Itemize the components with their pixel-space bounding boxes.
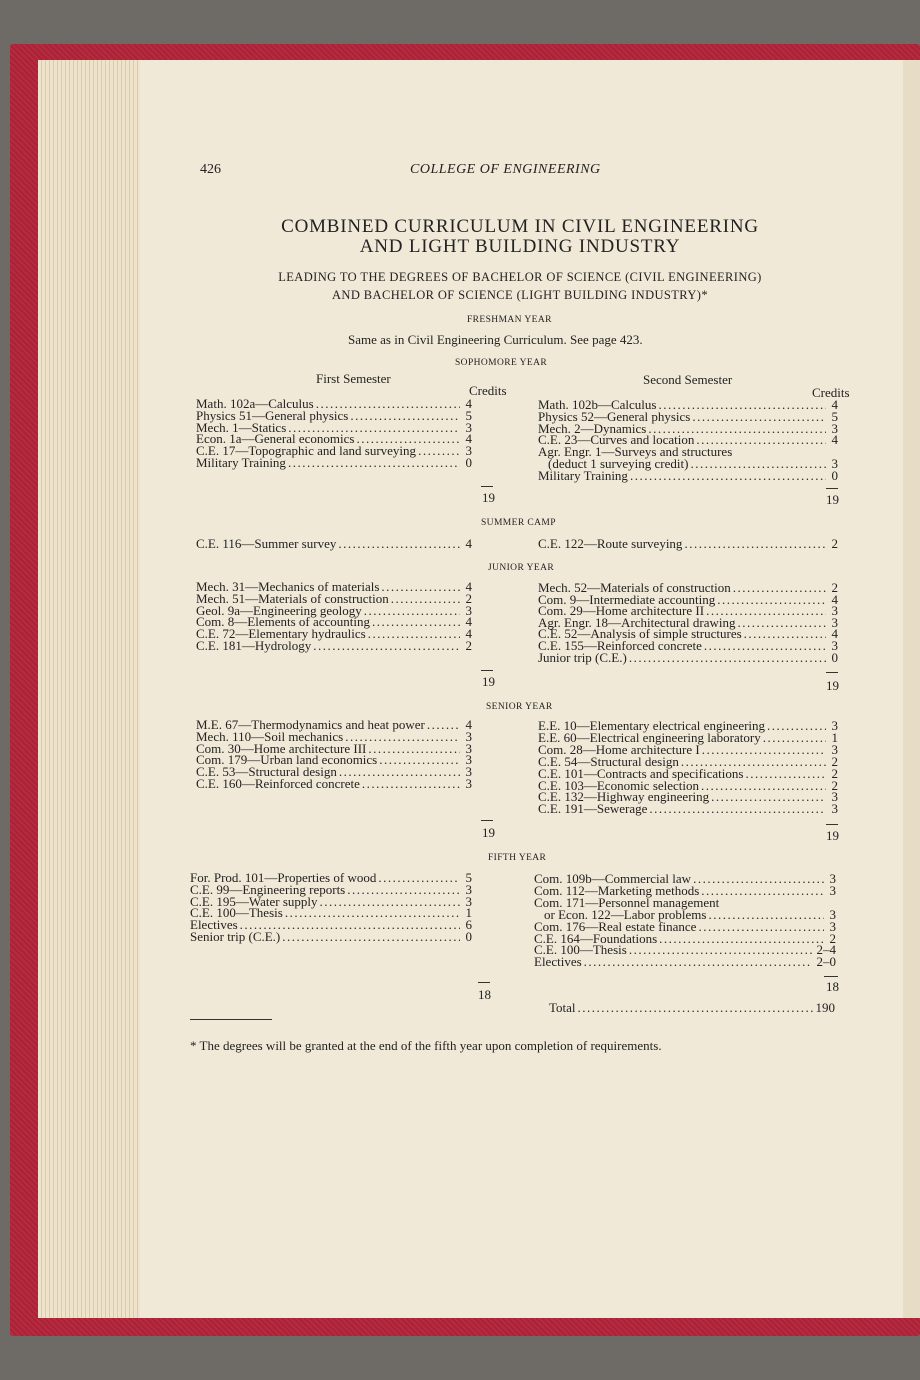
leader-dots [364, 605, 460, 617]
course-credits: 5 [831, 408, 838, 424]
course-name: E.E. 10—Elementary electrical engineering [538, 718, 766, 733]
course-name: C.E. 52—Analysis of simple structures [538, 626, 742, 642]
course-row [538, 467, 838, 483]
course-name: C.E. 72—Elementary hydraulics [196, 626, 366, 642]
course-credits: 0 [831, 649, 838, 665]
leader-dots [717, 594, 826, 606]
course-credits: 4 [831, 432, 838, 448]
course-name: Math. 102a—Calculus [196, 396, 314, 411]
course-credits: 5 [465, 870, 472, 885]
total-rule [481, 820, 493, 821]
course-credits: 2 [831, 580, 838, 595]
course-name: C.E. 53—Structural design [196, 764, 337, 780]
leader-dots [763, 732, 826, 744]
course-credits: 3 [829, 882, 836, 898]
leader-dots [418, 445, 460, 457]
course-name: C.E. 132—Highway engineering [538, 789, 710, 805]
course-credits: 2 [831, 536, 838, 551]
course-name: Econ. 1a—General economics [196, 431, 355, 447]
leader-dots [701, 885, 824, 897]
course-row [196, 778, 472, 790]
course-credits: 2 [829, 930, 836, 946]
leader-dots [737, 617, 826, 629]
sophomore-heading: SOPHOMORE YEAR [455, 358, 548, 368]
leader-dots [690, 458, 826, 470]
leader-dots [744, 628, 826, 640]
leader-dots [584, 956, 812, 968]
course-credits: 0 [465, 455, 472, 470]
course-credits: 3 [831, 789, 838, 805]
total-rule [826, 824, 838, 825]
course-row [538, 538, 838, 550]
course-name: C.E. 116—Summer survey [196, 536, 337, 551]
course-name: C.E. 160—Reinforced concrete [196, 776, 360, 791]
total-rule [826, 672, 838, 673]
course-name: or Econ. 122—Labor problems [544, 906, 707, 922]
leader-dots [338, 538, 460, 550]
course-name: C.E. 99—Engineering reports [190, 881, 346, 897]
course-credits: 1 [831, 729, 838, 745]
leader-dots [347, 884, 460, 896]
leader-dots [362, 778, 460, 790]
course-credits: 4 [465, 626, 472, 642]
footnote: * The degrees will be granted at the end of the fifth year upon completion of requirements. [190, 1038, 662, 1053]
leader-dots [391, 593, 460, 605]
course-credits: 4 [465, 579, 472, 594]
leader-dots [659, 933, 824, 945]
leader-dots [368, 628, 460, 640]
fifth-left-total: 18 [478, 987, 491, 1002]
course-credits: 6 [465, 917, 472, 933]
leader-dots [629, 944, 812, 956]
course-credits: 2 [831, 777, 838, 793]
fifth-heading: FIFTH YEAR [488, 853, 547, 863]
course-credits: 3 [465, 764, 472, 780]
course-credits: 4 [831, 397, 838, 412]
course-name: Com. 28—Home architecture I [538, 741, 700, 757]
leader-dots [379, 754, 460, 766]
course-name: Com. 29—Home architecture II [538, 603, 705, 619]
leader-dots [684, 538, 826, 550]
course-name: Com. 30—Home architecture III [196, 740, 367, 756]
summer-heading: SUMMER CAMP [481, 518, 556, 528]
course-name: C.E. 164—Foundations [534, 930, 658, 946]
course-credits: 0 [465, 929, 472, 944]
course-name: Mech. 51—Materials of construction [196, 590, 389, 606]
course-credits: 1 [465, 905, 472, 921]
course-credits: 3 [831, 603, 838, 619]
course-credits: 5 [465, 407, 472, 423]
subtitle-line1: LEADING TO THE DEGREES OF BACHELOR OF SCIENCE (CIVIL ENGINEERING) [278, 270, 762, 284]
course-row [534, 956, 836, 968]
course-name: C.E. 155—Reinforced concrete [538, 638, 702, 653]
course-row [538, 803, 838, 815]
course-name: Com. 109b—Commercial law [534, 871, 692, 886]
course-credits: 4 [465, 396, 472, 411]
course-name: Electives [190, 917, 238, 933]
freshman-heading: FRESHMAN YEAR [467, 315, 552, 325]
course-name: Physics 52—General physics [538, 408, 691, 424]
page-number: 426 [200, 162, 221, 177]
leader-dots [701, 780, 826, 792]
course-credits: 3 [829, 918, 836, 934]
junior-right-total: 19 [826, 678, 839, 693]
course-credits: 3 [829, 906, 836, 922]
course-credits: 2 [465, 638, 472, 653]
sophomore-right-total: 19 [826, 492, 839, 507]
leader-dots [320, 896, 461, 908]
leader-dots [378, 872, 460, 884]
leader-dots [285, 907, 460, 919]
running-title: COLLEGE OF ENGINEERING [410, 162, 601, 177]
course-name: C.E. 54—Structural design [538, 753, 679, 769]
course-name: Mech. 1—Statics [196, 419, 287, 435]
leader-dots [704, 640, 826, 652]
course-credits: 4 [465, 717, 472, 732]
course-credits: 2 [465, 590, 472, 606]
course-name: Com. 8—Elements of accounting [196, 614, 371, 630]
course-name: Electives [534, 954, 582, 970]
junior-left-total: 19 [482, 674, 495, 689]
course-credits: 4 [465, 536, 472, 551]
course-credits: 3 [831, 638, 838, 653]
course-credits: 3 [465, 443, 472, 459]
course-name: C.E. 100—Thesis [534, 942, 627, 958]
course-credits: 3 [465, 419, 472, 435]
leader-dots [629, 652, 826, 664]
course-name: E.E. 60—Electrical engineering laboratory [538, 729, 761, 745]
course-credits: 3 [465, 881, 472, 897]
leader-dots [702, 744, 826, 756]
total-rule [481, 670, 493, 671]
leader-dots [381, 581, 460, 593]
course-name: Com. 171—Personnel management [534, 894, 720, 910]
senior-heading: SENIOR YEAR [486, 702, 553, 712]
course-name: C.E. 191—Sewerage [538, 801, 648, 817]
course-name: C.E. 195—Water supply [190, 893, 318, 909]
course-name: Mech. 31—Mechanics of materials [196, 579, 380, 594]
freshman-note: Same as in Civil Engineering Curriculum. See page 423. [348, 332, 643, 347]
leader-dots [708, 909, 824, 921]
course-credits: 3 [465, 776, 472, 791]
course-name: Mech. 2—Dynamics [538, 420, 647, 436]
course-name: C.E. 23—Curves and location [538, 432, 695, 448]
course-credits: 3 [831, 741, 838, 757]
course-name: C.E. 101—Contracts and specifications [538, 765, 744, 781]
course-row [190, 931, 472, 943]
course-credits: 2 [831, 765, 838, 781]
leader-dots [368, 743, 460, 755]
leader-dots [698, 921, 824, 933]
course-credits: 3 [465, 752, 472, 768]
leader-dots [649, 803, 826, 815]
course-credits: 3 [465, 893, 472, 909]
course-credits: 4 [465, 614, 472, 630]
course-credits: 3 [831, 420, 838, 436]
course-row [196, 640, 472, 652]
leader-dots [372, 616, 460, 628]
course-credits: 3 [465, 728, 472, 744]
total-rule [824, 976, 838, 977]
course-name: Physics 51—General physics [196, 407, 349, 423]
leader-dots [282, 931, 460, 943]
page-title-line1: COMBINED CURRICULUM IN CIVIL ENGINEERING [281, 216, 759, 237]
senior-right-total: 19 [826, 828, 839, 843]
course-row [196, 457, 472, 469]
course-name: For. Prod. 101—Properties of wood [190, 870, 377, 885]
course-name: Math. 102b—Calculus [538, 397, 657, 412]
leader-dots [711, 791, 826, 803]
course-name: Com. 176—Real estate finance [534, 918, 697, 934]
course-name: Com. 179—Urban land economics [196, 752, 378, 768]
course-name: Junior trip (C.E.) [538, 649, 627, 665]
course-name: Mech. 110—Soil mechanics [196, 728, 344, 744]
senior-left-total: 19 [482, 825, 495, 840]
course-name: Com. 9—Intermediate accounting [538, 591, 716, 607]
junior-heading: JUNIOR YEAR [488, 563, 555, 573]
course-name: Agr. Engr. 18—Architectural drawing [538, 614, 736, 630]
course-credits: 3 [465, 602, 472, 618]
course-credits: 3 [465, 740, 472, 756]
credits-label-left: Credits [469, 383, 507, 398]
course-name: Com. 112—Marketing methods [534, 882, 700, 898]
leader-dots [733, 582, 826, 594]
course-name: Geol. 9a—Engineering geology [196, 602, 362, 618]
grand-total-value: 190 [815, 1000, 835, 1015]
course-credits: 2 [831, 753, 838, 769]
credits-label-right: Credits [812, 385, 850, 400]
course-credits: 0 [831, 467, 838, 483]
course-name: Senior trip (C.E.) [190, 929, 281, 944]
leader-dots [288, 457, 460, 469]
leader-dots [693, 873, 824, 885]
total-rule [481, 486, 493, 487]
footnote-rule [190, 1019, 272, 1020]
course-row [538, 649, 838, 665]
grand-total-label: Total [549, 1000, 576, 1015]
second-semester-label: Second Semester [643, 372, 733, 387]
course-credits: 3 [831, 456, 838, 471]
course-credits: 4 [831, 591, 838, 607]
leader-dots [427, 719, 460, 731]
course-name: C.E. 122—Route surveying [538, 536, 683, 551]
course-name: C.E. 103—Economic selection [538, 777, 700, 793]
course-name: Mech. 52—Materials of construction [538, 580, 731, 595]
first-semester-label: First Semester [316, 371, 391, 386]
course-credits: 3 [829, 871, 836, 886]
course-credits: 4 [465, 431, 472, 447]
leader-dots [350, 410, 460, 422]
leader-dots [630, 470, 826, 482]
page-title-line2: AND LIGHT BUILDING INDUSTRY [359, 236, 681, 257]
course-credits: 2–0 [816, 954, 836, 970]
leader-dots [692, 411, 826, 423]
total-rule [478, 982, 490, 983]
course-name: C.E. 100—Thesis [190, 905, 283, 921]
course-credits: 2–4 [816, 942, 836, 958]
fifth-right-total: 18 [826, 979, 839, 994]
subtitle-line2: AND BACHELOR OF SCIENCE (LIGHT BUILDING INDUSTRY)* [331, 288, 708, 302]
course-name: C.E. 181—Hydrology [196, 638, 312, 653]
leader-dots [578, 1002, 814, 1014]
course-credits: 3 [831, 718, 838, 733]
leader-dots [313, 640, 460, 652]
course-credits: 4 [831, 626, 838, 642]
course-name: M.E. 67—Thermodynamics and heat power [196, 717, 425, 732]
course-credits: 3 [831, 801, 838, 817]
course-credits: 3 [831, 614, 838, 630]
course-name: Military Training [538, 467, 628, 483]
course-name: Agr. Engr. 1—Surveys and structures [538, 444, 733, 460]
leader-dots [767, 720, 826, 732]
sophomore-left-total: 19 [482, 490, 495, 505]
course-name: C.E. 17—Topographic and land surveying [196, 443, 417, 459]
course-name: Military Training [196, 455, 286, 470]
grand-total-row [549, 1002, 835, 1014]
course-name: (deduct 1 surveying credit) [548, 456, 689, 471]
course-row [196, 538, 472, 550]
total-rule [826, 488, 838, 489]
leader-dots [745, 768, 826, 780]
